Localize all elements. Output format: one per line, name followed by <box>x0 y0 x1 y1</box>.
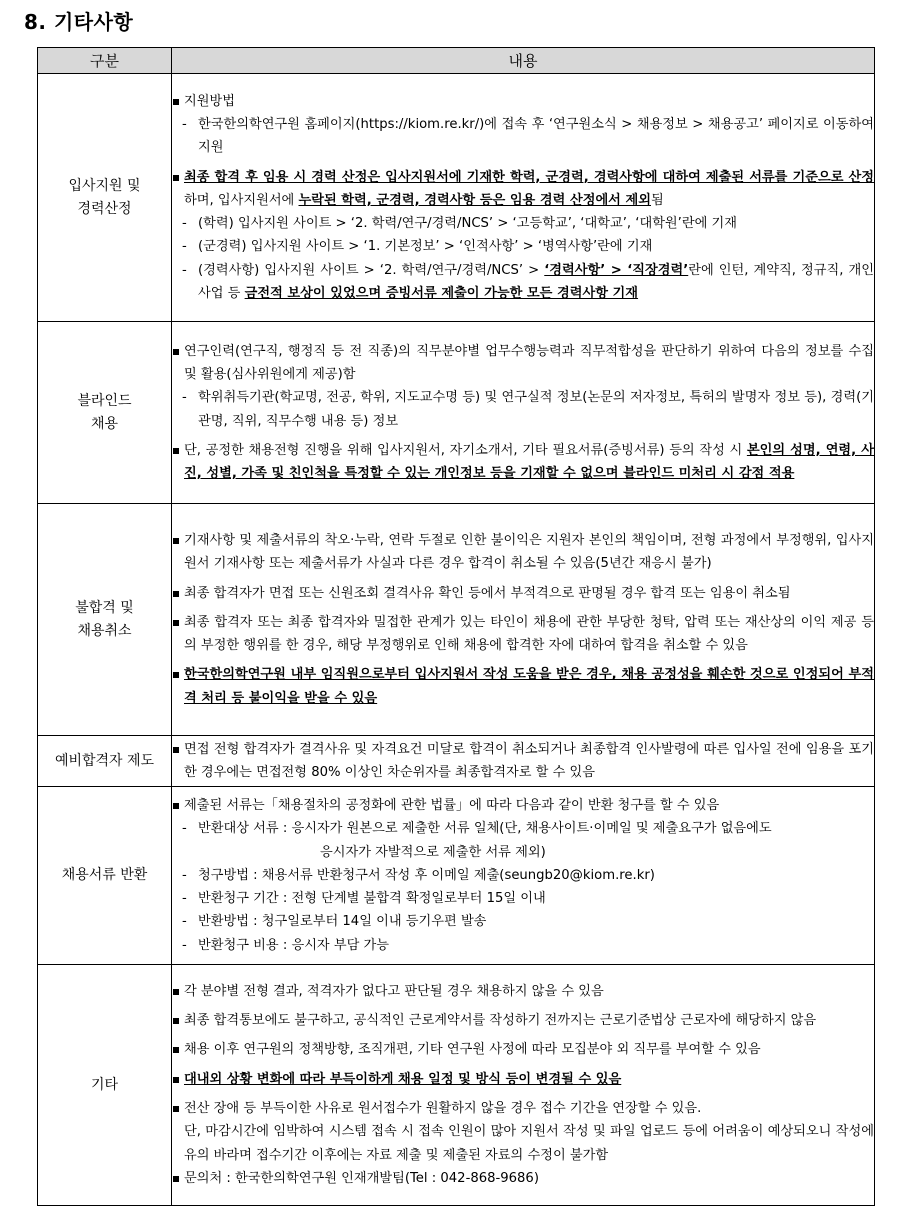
row-category: 입사지원 및 경력산정 <box>38 74 172 322</box>
list-subitem: - 한국한의학연구원 홈페이지(https://kiom.re.kr/)에 접속 후 ‘연구원소식 > 채용정보 > 채용공고’ 페이지로 이동하여 지원 <box>172 113 874 160</box>
list-item: 기재사항 및 제출서류의 착오·누락, 연락 두절로 인한 불이익은 지원자 본인의 책임이며, 전형 과정에서 부정행위, 입사지원서 기재사항 또는 제출서류가 사실과 다른 경우 합격이 취소될 수 있음(5년간 재응시 불가) <box>172 529 874 576</box>
plain-text: 됨 <box>651 192 664 208</box>
plain-text: 란에 인턴, 계약직, 정규직, 개인사업 등 <box>198 262 874 302</box>
list-item: 전산 장애 등 부득이한 사유로 원서접수가 원활하지 않을 경우 접수 기간을 연장할 수 있음. <box>172 1097 874 1120</box>
emphasis-text: 최종 합격 후 임용 시 경력 산정은 입사지원서에 기재한 학력, 군경력, 경력사항에 대하여 제출된 서류를 기준으로 산정 <box>184 169 874 185</box>
row-category: 예비합격자 제도 <box>38 736 172 787</box>
emphasis-text: ‘경력사항’ > ‘직장경력’ <box>544 262 689 278</box>
list-subitem-continuation: 응시자가 자발적으로 제출한 서류 제외) <box>320 844 546 860</box>
table-row <box>38 504 875 736</box>
plain-text: (경력사항) 입사지원 사이트 > ‘2. 학력/연구/경력/NCS’ > <box>198 262 545 278</box>
row-content <box>172 965 875 1206</box>
row-content <box>172 787 875 965</box>
emphasis-text: 누락된 학력, 군경력, 경력사항 등은 임용 경력 산정에서 제외 <box>298 192 651 208</box>
row-content <box>172 504 875 736</box>
table-row <box>38 736 875 787</box>
plain-text: 하며, 입사지원서에 <box>184 192 299 208</box>
emphasis-text: 본인의 성명, 연령, 사진, 성별, 가족 및 친인척을 특정할 수 있는 개인정보 등을 기재할 수 없으며 블라인드 미처리 시 감점 적용 <box>184 442 874 482</box>
emphasis-text: 대내외 상황 변화에 따라 부득이하게 채용 일정 및 방식 등이 변경될 수 있음 <box>184 1071 622 1087</box>
row-category: 채용서류 반환 <box>38 787 172 965</box>
table-row <box>38 787 875 965</box>
recruitment-info-table <box>37 47 875 1206</box>
list-subitem <box>172 259 874 306</box>
list-item <box>172 166 874 213</box>
header-content: 내용 <box>172 48 875 74</box>
list-subitem: - 학위취득기관(학교명, 전공, 학위, 지도교수명 등) 및 연구실적 정보(논문의 저자정보, 특허의 발명자 정보 등), 경력(기관명, 직위, 직무수행 내용 등) 정보 <box>172 386 874 433</box>
list-subitem: - (학력) 입사지원 사이트 > ‘2. 학력/연구/경력/NCS’ > ‘고등학교’, ‘대학교’, ‘대학원’란에 기재 <box>172 212 874 235</box>
row-category: 블라인드 채용 <box>38 322 172 504</box>
list-subitem: - 반환청구 기간 : 전형 단계별 불합격 확정일로부터 15일 이내 <box>172 887 874 910</box>
table-header-row <box>38 48 875 74</box>
list-subitem: - 반환방법 : 청구일로부터 14일 이내 등기우편 발송 <box>172 910 874 933</box>
list-item: 최종 합격자가 면접 또는 신원조회 결격사유 확인 등에서 부적격으로 판명될 경우 합격 또는 임용이 취소됨 <box>172 582 874 605</box>
row-category: 불합격 및 채용취소 <box>38 504 172 736</box>
list-item: 최종 합격통보에도 불구하고, 공식적인 근로계약서를 작성하기 전까지는 근로기준법상 근로자에 해당하지 않음 <box>172 1009 874 1032</box>
row-content <box>172 322 875 504</box>
list-item-continuation: 단, 마감시간에 임박하여 시스템 접속 시 접속 인원이 많아 지원서 작성 및 파일 업로드 등에 어려움이 예상되오니 작성에 유의 바라며 접수기간 이후에는 자료 제출 및 제출된 자료의 수정이 불가함 <box>184 1124 874 1163</box>
list-item: 면접 전형 합격자가 결격사유 및 자격요건 미달로 합격이 취소되거나 최종합격 인사발령에 따른 입사일 전에 임용을 포기한 경우에는 면접전형 80% 이상인 차순위자를 최종합격자로 할 수 있음 <box>172 738 874 785</box>
list-subitem: - (군경력) 입사지원 사이트 > ‘1. 기본정보’ > ‘인적사항’ > ‘병역사항’란에 기재 <box>172 235 874 258</box>
list-item: 채용 이후 연구원의 정책방향, 조직개편, 기타 연구원 사정에 따라 모집분야 외 직무를 부여할 수 있음 <box>172 1038 874 1061</box>
list-item: 최종 합격자 또는 최종 합격자와 밀접한 관계가 있는 타인이 채용에 관한 부당한 청탁, 압력 또는 재산상의 이익 제공 등의 부정한 행위를 한 경우, 해당 부정행위로 인해 채용에 합격한 자에 대하여 합격을 취소할 수 있음 <box>172 611 874 658</box>
table-row <box>38 322 875 504</box>
table-row <box>38 965 875 1206</box>
plain-text: 단, 공정한 채용전형 진행을 위해 입사지원서, 자기소개서, 기타 필요서류(증빙서류) 등의 작성 시 <box>184 442 747 458</box>
row-content <box>172 736 875 787</box>
list-subitem: - 반환청구 비용 : 응시자 부담 가능 <box>172 934 874 957</box>
list-subitem: - 반환대상 서류 : 응시자가 원본으로 제출한 서류 일체(단, 채용사이트·이메일 및 제출요구가 없음에도 <box>172 817 874 840</box>
list-item: 연구인력(연구직, 행정직 등 전 직종)의 직무분야별 업무수행능력과 직무적합성을 판단하기 위하여 다음의 정보를 수집 및 활용(심사위원에게 제공)함 <box>172 340 874 387</box>
section-title: 8. 기타사항 <box>24 10 134 34</box>
list-item <box>172 439 874 486</box>
list-item: 제출된 서류는「채용절차의 공정화에 관한 법률」에 따라 다음과 같이 반환 청구를 할 수 있음 <box>172 794 874 817</box>
list-item <box>172 663 874 710</box>
list-subitem: - 청구방법 : 채용서류 반환청구서 작성 후 이메일 제출(seungb20@kiom.re.kr) <box>172 864 874 887</box>
list-item: 각 분야별 전형 결과, 적격자가 없다고 판단될 경우 채용하지 않을 수 있음 <box>172 980 874 1003</box>
list-item: 지원방법 <box>172 90 874 113</box>
table-row <box>38 74 875 322</box>
row-category: 기타 <box>38 965 172 1206</box>
row-content <box>172 74 875 322</box>
contact-item: 문의처 : 한국한의학연구원 인재개발팀(Tel : 042-868-9686) <box>172 1167 874 1190</box>
emphasis-text: 금전적 보상이 있었으며 증빙서류 제출이 가능한 모든 경력사항 기재 <box>244 286 639 302</box>
list-item <box>172 1068 874 1091</box>
header-category: 구분 <box>38 48 172 74</box>
emphasis-text: 한국한의학연구원 내부 임직원으로부터 입사지원서 작성 도움을 받은 경우, 채용 공정성을 훼손한 것으로 인정되어 부적격 처리 등 불이익을 받을 수 있음 <box>184 667 874 706</box>
